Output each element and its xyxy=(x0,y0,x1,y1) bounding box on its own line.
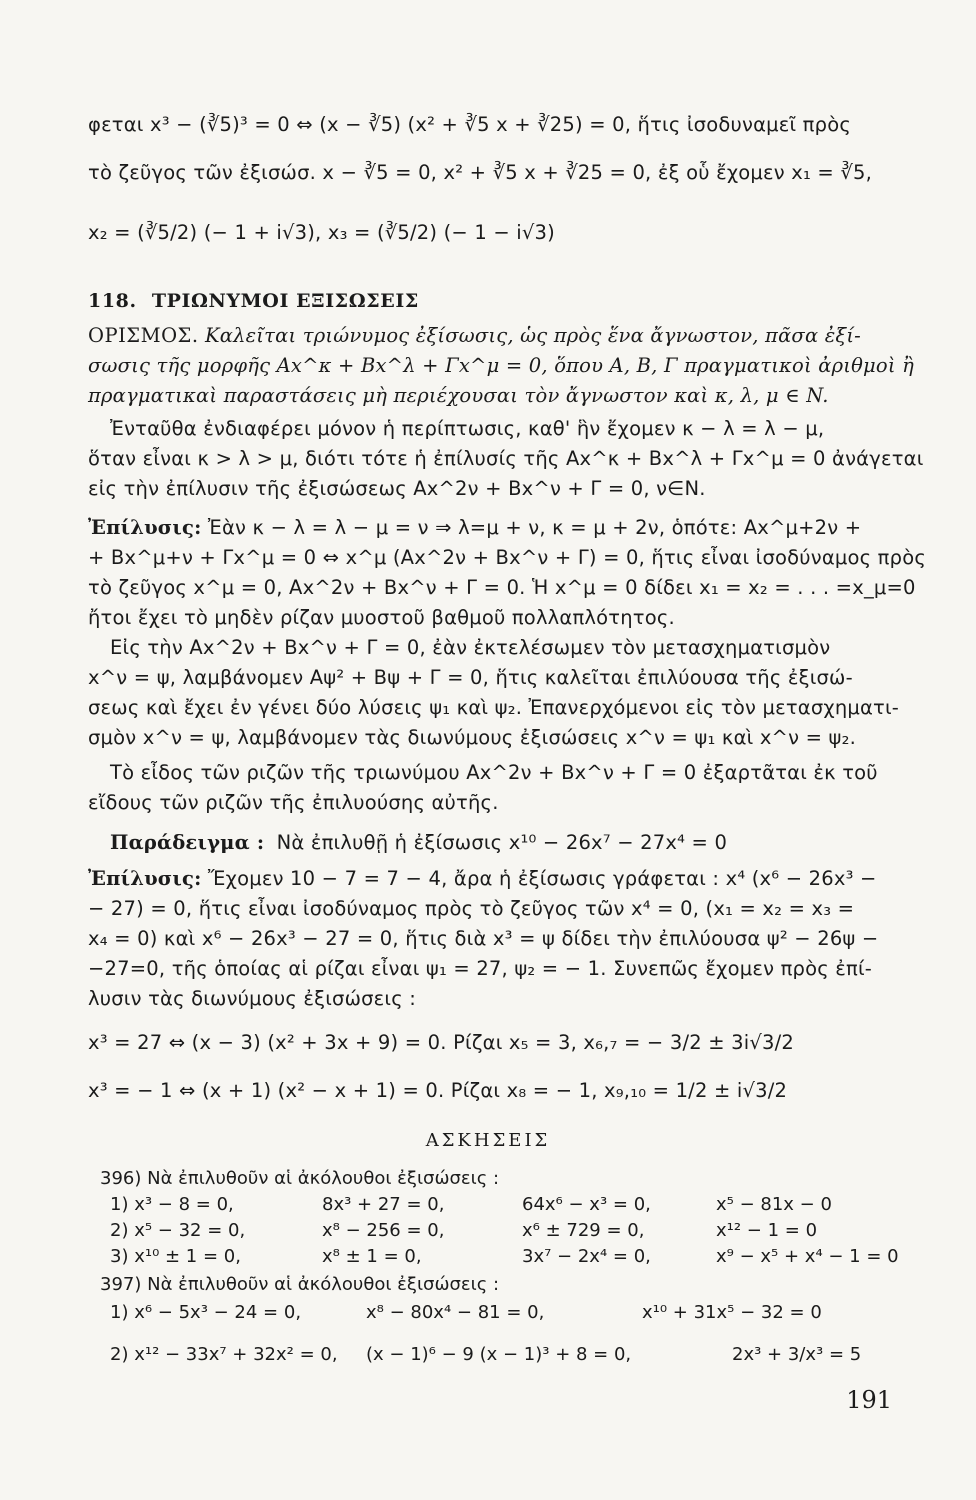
page-number: 191 xyxy=(846,1386,892,1414)
text-line: Εἰς τὴν Ax^2ν + Bx^ν + Γ = 0, ἐὰν ἐκτελέσωμεν τὸν μετασχηματισμὸν xyxy=(110,636,831,659)
exercise-item: x⁸ − 80x⁴ − 81 = 0, xyxy=(366,1302,545,1323)
text-line: + Bx^μ+ν + Γx^μ = 0 ⇔ x^μ (Ax^2ν + Bx^ν + Γ) = 0, ἥτις εἶναι ἰσοδύναμος πρὸς xyxy=(88,546,926,569)
solution-label: Ἐπίλυσις: xyxy=(88,516,202,539)
text-line: x₄ = 0) καὶ x⁶ − 26x³ − 27 = 0, ἥτις διὰ x³ = ψ δίδει τὴν ἐπιλύουσα ψ² − 26ψ − xyxy=(88,927,879,950)
equation-line: x³ = − 1 ⇔ (x + 1) (x² − x + 1) = 0. Ρίζαι x₈ = − 1, x₉,₁₀ = 1/2 ± i√3/2 xyxy=(88,1079,788,1102)
exercise-396: 396) Νὰ ἐπιλυθοῦν αἱ ἀκόλουθοι ἐξισώσεις : xyxy=(100,1168,500,1189)
exercise-item: x¹⁰ + 31x⁵ − 32 = 0 xyxy=(642,1302,822,1323)
text-line: λυσιν τὰς διωνύμους ἐξισώσεις : xyxy=(88,987,417,1010)
example-line xyxy=(88,830,920,856)
exercise-item: (x − 1)⁶ − 9 (x − 1)³ + 8 = 0, xyxy=(366,1344,632,1365)
solution-text: Ἔχομεν 10 − 7 = 7 − 4, ἄρα ἡ ἐξίσωσις γράφεται : x⁴ (x⁶ − 26x³ − xyxy=(207,867,877,890)
text-line: τὸ ζεῦγος x^μ = 0, Ax^2ν + Bx^ν + Γ = 0. Ἡ x^μ = 0 δίδει x₁ = x₂ = . . . =x_μ=0 xyxy=(88,576,916,599)
text-line: ἤτοι ἔχει τὸ μηδὲν ρίζαν μυοστοῦ βαθμοῦ πολλαπλότητος. xyxy=(88,606,675,629)
solution-line xyxy=(88,866,898,892)
exercise-item: x⁶ ± 729 = 0, xyxy=(522,1220,645,1241)
exercise-item: x⁸ ± 1 = 0, xyxy=(322,1246,422,1267)
text-line: Ἐνταῦθα ἐνδιαφέρει μόνον ἡ περίπτωσις, καθ' ἣν ἔχομεν κ − λ = λ − μ, xyxy=(110,417,825,440)
exercise-item: x⁵ − 81x − 0 xyxy=(716,1194,832,1215)
text-line: Τὸ εἶδος τῶν ριζῶν τῆς τριωνύμου Ax^2ν + Bx^ν + Γ = 0 ἐξαρτᾶται ἐκ τοῦ xyxy=(110,761,878,784)
text-line: εἰς τὴν ἐπίλυσιν τῆς ἐξισώσεως Ax^2ν + Bx^ν + Γ = 0, ν∈N. xyxy=(88,477,706,500)
equation-line: x³ = 27 ⇔ (x − 3) (x² + 3x + 9) = 0. Ρίζαι x₅ = 3, x₆,₇ = − 3/2 ± 3i√3/2 xyxy=(88,1031,794,1054)
solution-label: Ἐπίλυσις: xyxy=(88,867,202,890)
exercise-item: 64x⁶ − x³ = 0, xyxy=(522,1194,651,1215)
exercise-item: 3) x¹⁰ ± 1 = 0, xyxy=(110,1246,241,1267)
text-line: τὸ ζεῦγος τῶν ἐξισώσ. x − ∛5 = 0, x² + ∛5 x + ∛25 = 0, ἐξ οὗ ἔχομεν x₁ = ∛5, xyxy=(88,161,872,184)
solution-line xyxy=(88,515,898,541)
text-line: x^ν = ψ, λαμβάνομεν Aψ² + Bψ + Γ = 0, ἥτις καλεῖται ἐπιλύουσα τῆς ἐξισώ- xyxy=(88,666,853,689)
text-line: ὅταν εἶναι κ > λ > μ, διότι τότε ἡ ἐπίλυσίς τῆς Ax^κ + Bx^λ + Γx^μ = 0 ἀνάγεται xyxy=(88,447,924,470)
exercise-item: x⁸ − 256 = 0, xyxy=(322,1220,445,1241)
exercise-item: x⁹ − x⁵ + x⁴ − 1 = 0 xyxy=(716,1246,899,1267)
text-line: φεται x³ − (∛5)³ = 0 ⇔ (x − ∛5) (x² + ∛5 x + ∛25) = 0, ἥτις ἰσοδυναμεῖ πρὸς xyxy=(88,113,851,136)
exercise-item: x¹² − 1 = 0 xyxy=(716,1220,818,1241)
exercises-title: ΑΣΚΗΣΕΙΣ xyxy=(425,1130,551,1151)
exercise-item: 8x³ + 27 = 0, xyxy=(322,1194,445,1215)
section-title: ΤΡΙΩΝΥΜΟΙ ΕΞΙΣΩΣΕΙΣ xyxy=(151,290,419,312)
definition-label: ΟΡΙΣΜΟΣ. xyxy=(88,324,199,347)
definition-line: πραγματικαὶ παραστάσεις μὴ περιέχουσαι τὸν ἄγνωστον καὶ κ, λ, μ ∈ N. xyxy=(88,384,829,407)
section-number: 118. xyxy=(88,290,137,312)
exercise-397: 397) Νὰ ἐπιλυθοῦν αἱ ἀκόλουθοι ἐξισώσεις : xyxy=(100,1274,500,1295)
text-line: σμὸν x^ν = ψ, λαμβάνομεν τὰς διωνύμους ἐξισώσεις x^ν = ψ₁ καὶ x^ν = ψ₂. xyxy=(88,726,857,749)
exercise-item: 2x³ + 3/x³ = 5 xyxy=(732,1344,862,1365)
text-line: − 27) = 0, ἥτις εἶναι ἰσοδύναμος πρὸς τὸ ζεῦγος τῶν x⁴ = 0, (x₁ = x₂ = x₃ = xyxy=(88,897,855,920)
exercise-item: 2) x¹² − 33x⁷ + 32x² = 0, xyxy=(110,1344,338,1365)
example-label: Παράδειγμα : xyxy=(110,831,265,854)
exercise-item: 3x⁷ − 2x⁴ = 0, xyxy=(522,1246,651,1267)
exercise-item: 1) x³ − 8 = 0, xyxy=(110,1194,234,1215)
solution-text: Ἐὰν κ − λ = λ − μ = ν ⇒ λ=μ + ν, κ = μ + 2ν, ὁπότε: Ax^μ+2ν + xyxy=(207,516,862,539)
text-line: x₂ = (∛5/2) (− 1 + i√3), x₃ = (∛5/2) (− 1 − i√3) xyxy=(88,221,555,244)
definition-text: Καλεῖται τριώνυμος ἐξίσωσις, ὡς πρὸς ἕνα ἄγνωστον, πᾶσα ἐξί- xyxy=(204,324,861,347)
exercise-item: 1) x⁶ − 5x³ − 24 = 0, xyxy=(110,1302,302,1323)
text-line: σεως καὶ ἔχει ἐν γένει δύο λύσεις ψ₁ καὶ ψ₂. Ἐπανερχόμενοι εἰς τὸν μετασχηματι- xyxy=(88,696,900,719)
definition-line xyxy=(88,323,898,349)
text-line: εἴδους τῶν ριζῶν τῆς ἐπιλυούσης αὐτῆς. xyxy=(88,791,499,814)
exercise-item: 2) x⁵ − 32 = 0, xyxy=(110,1220,246,1241)
text-line: −27=0, τῆς ὁποίας αἱ ρίζαι εἶναι ψ₁ = 27, ψ₂ = − 1. Συνεπῶς ἔχομεν πρὸς ἐπί- xyxy=(88,957,873,980)
example-text: Νὰ ἐπιλυθῇ ἡ ἐξίσωσις x¹⁰ − 26x⁷ − 27x⁴ = 0 xyxy=(276,831,728,854)
definition-line: σωσις τῆς μορφῆς Ax^κ + Bx^λ + Γx^μ = 0, ὅπου A, B, Γ πραγματικοὶ ἀριθμοὶ ἢ xyxy=(88,354,914,377)
section-heading xyxy=(88,290,419,312)
